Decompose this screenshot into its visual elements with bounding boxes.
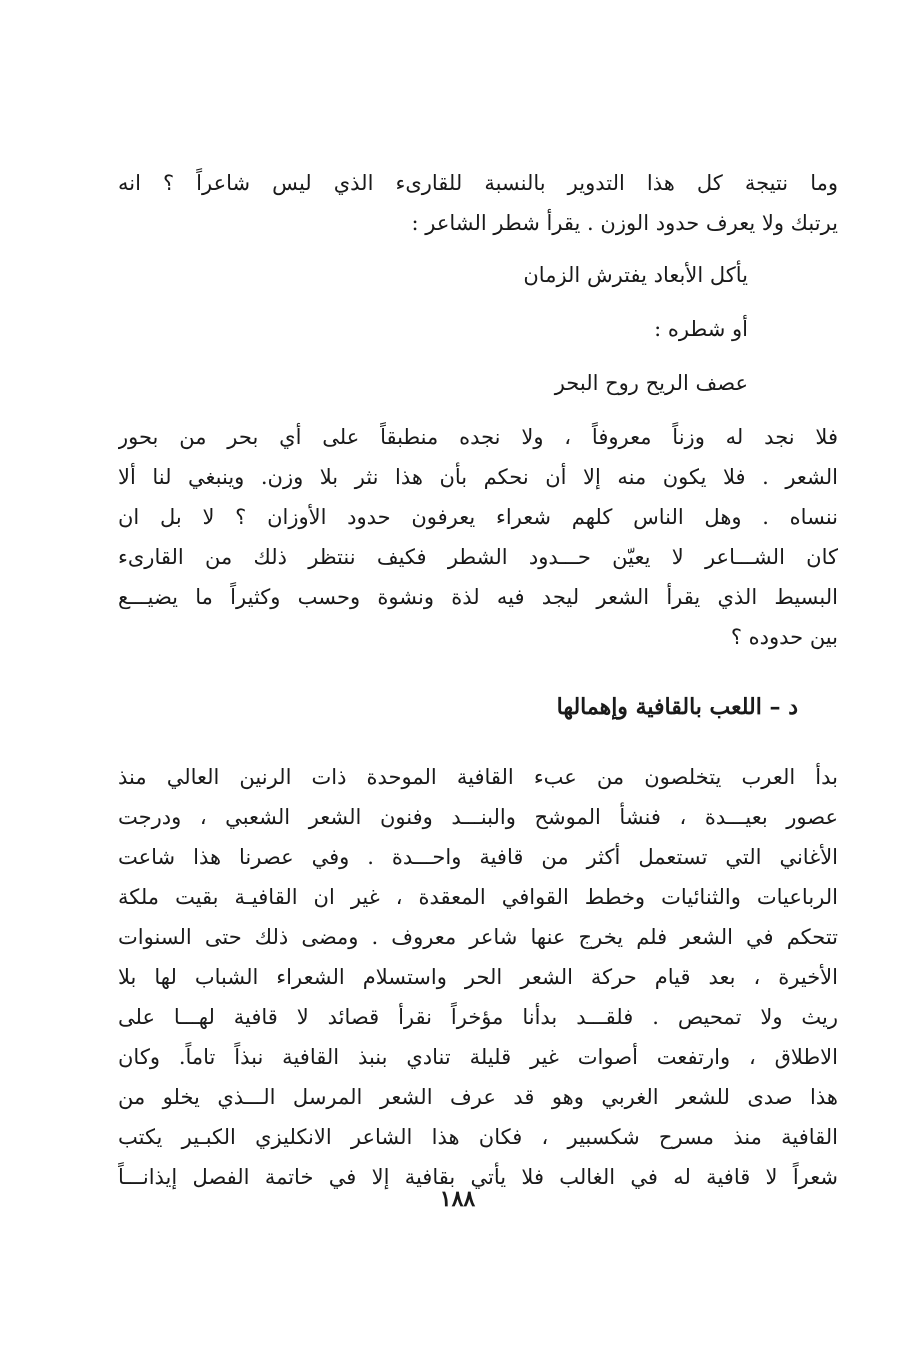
text-line: الاطلاق ، وارتفعت أصوات غير قليلة تنادي بنبذ القافية نبذاً تاماً. وكان (118, 1045, 838, 1069)
text-line: هذا صدى للشعر الغربي وهو قد عرف الشعر المرسل الـــذي يخلو من (118, 1085, 838, 1109)
page-number: ١٨٨ (439, 1186, 476, 1212)
text-line: الأخيرة ، بعد قيام حركة الشعر الحر واستسلام الشعراء الشباب لها بلا (118, 965, 838, 989)
text-line: عصور بعيـــدة ، فنشأ الموشح والبنـــد وفنون الشعر الشعبي ، ودرجت (118, 805, 838, 829)
text-line: الشعر . فلا يكون منه إلا أن نحكم بأن هذا نثر بلا وزن. وينبغي لنا ألا (118, 465, 838, 489)
text-line: كان الشـــاعر لا يعيّن حـــدود الشطر فكيف ننتظر ذلك من القارىء (118, 545, 838, 569)
text-line: بدأ العرب يتخلصون من عبء القافية الموحدة ذات الرنين العالي منذ (118, 765, 838, 789)
paragraph-no-meter (118, 417, 838, 657)
text-line: وما نتيجة كل هذا التدوير بالنسبة للقارىء الذي ليس شاعراً ؟ انه (118, 171, 838, 195)
paragraph-rhyme (118, 757, 838, 1197)
text-line: الرباعيات والثنائيات وخطط القوافي المعقدة ، غير ان القافيـة بقيت ملكة (118, 885, 838, 909)
text-line: القافية منذ مسرح شكسبير ، فكان هذا الشاعر الانكليزي الكبـير يكتب (118, 1125, 838, 1149)
section-heading: د – اللعب بالقافية وإهمالها (556, 694, 798, 720)
text-line: فلا نجد له وزناً معروفاً ، ولا نجده منطبقاً على أي بحر من بحور (118, 425, 838, 449)
text-line: بين حدوده ؟ (730, 625, 838, 649)
verse-quote: عصف الريح روح البحر (554, 371, 748, 395)
text-line: تتحكم في الشعر فلم يخرج عنها شاعر معروف . ومضى ذلك حتى السنوات (118, 925, 838, 949)
text-line: شعراً لا قافية له في الغالب فلا يأتي بقافية إلا في خاتمة الفصل إيذانـــاً (118, 1165, 838, 1189)
text-line: يرتبك ولا يعرف حدود الوزن . يقرأ شطر الشاعر : (411, 211, 838, 235)
verse-intro: أو شطره : (654, 317, 748, 341)
text-line: البسيط الذي يقرأ الشعر ليجد فيه لذة ونشوة وحسب وكثيراً ما يضيـــع (118, 585, 838, 609)
text-line: الأغاني التي تستعمل أكثر من قافية واحـــدة . وفي عصرنا هذا شاعت (118, 845, 838, 869)
text-line: ننساه . وهل الناس كلهم شعراء يعرفون حدود الأوزان ؟ لا بل ان (118, 505, 838, 529)
page-body (118, 163, 838, 1197)
paragraph-rethinking-meter (118, 163, 838, 243)
verse-quote: يأكل الأبعاد يفترش الزمان (523, 263, 748, 287)
text-line: ريث ولا تمحيص . فلقـــد بدأنا مؤخراً نقرأ قصائد لا قافية لهـــا على (118, 1005, 838, 1029)
